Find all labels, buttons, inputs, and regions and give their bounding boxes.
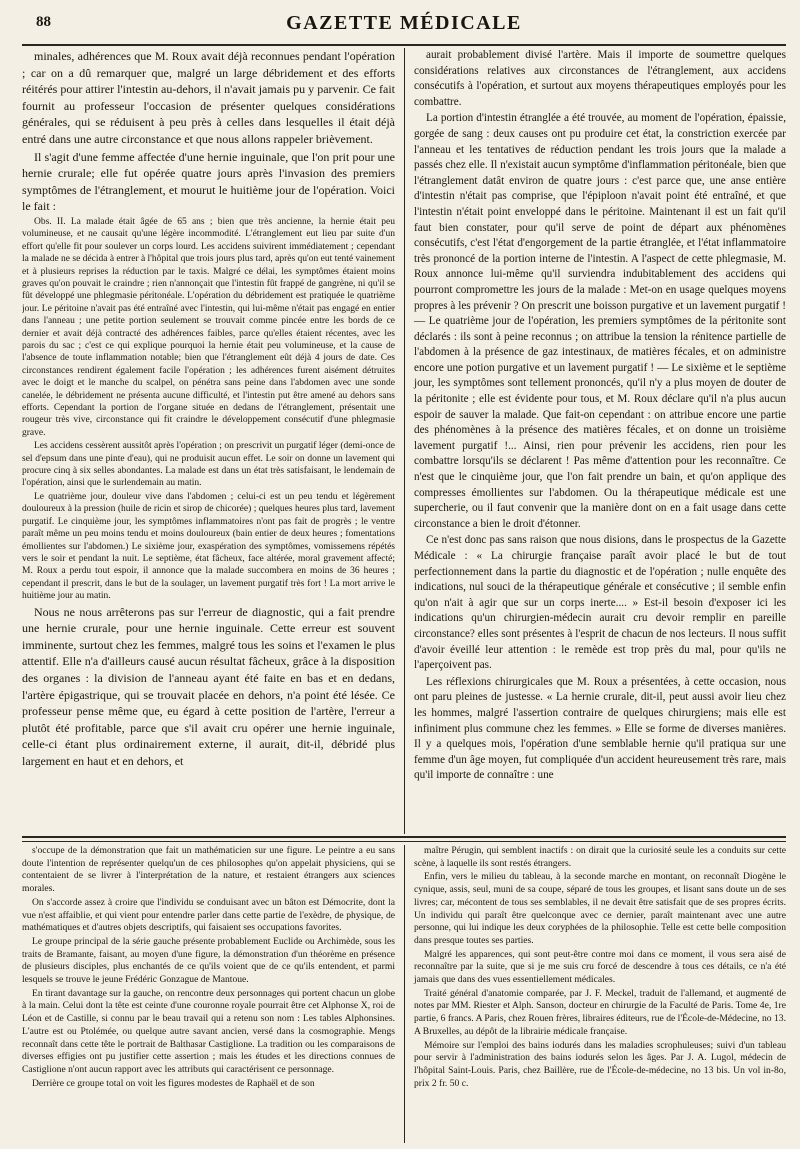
- section-divider: [22, 836, 786, 842]
- paragraph: En tirant davantage sur la gauche, on rencontre deux personnages qui portent chacun un globe à la main. Celui dont la tête est ceinte d'une couronne royale pourrait être cet Alphonse X, roi de Léon et de Castille, si connu par le beau travail qui a retenu son nom : Les tables Alphonsines. L'autre est ou Ptolémée, ou quelque autre savant ancien, versé dans la cosmographie. Mengs reconnaît dans cette tête le portrait de Balthasar Castiglione. La tradition ou les comparaisons de diverses effigies ont pu justifier cette assertion ; mais les études et les directions connues de Castiglione n'ont aucun rapport avec les attributs qui caractérisent ce personnage.: [22, 987, 395, 1075]
- paragraph: aurait probablement divisé l'artère. Mais il importe de soumettre quelques considérations relatives aux circonstances de l'étranglement, aux accidens consécutifs à l'opération, et surtout aux moyens thérapeutiques employés pour les combattre.: [414, 49, 786, 108]
- journal-title: GAZETTE MÉDICALE: [286, 12, 522, 34]
- paragraph: Traité général d'anatomie comparée, par J. F. Meckel, traduit de l'allemand, et augmenté de notes par MM. Riester et Alph. Sanson, docteur en chirurgie de la Faculté de Paris. Tome 4e, 1re partie, 6 francs. A Paris, chez Rouen frères, libraires éditeurs, rue de l'École-de-Médecine, no 13. A Bruxelles, au dépôt de la librairie médicale française.: [414, 987, 786, 1037]
- main-article: [22, 48, 786, 834]
- paragraph: minales, adhérences que M. Roux avait déjà reconnues pendant l'opération ; car on a dû remarquer que, malgré un large débridement et des efforts réitérés pour attirer l'intestin au-dehors, il n'avait jamais pu y parvenir. Ce fait fournit au professeur l'occasion de présenter quelques considérations générales, qui se réduisent à peu près à celles dans lesquelles il était déjà entré dans une autre circonstance et que nous allons rappeler brièvement.: [22, 49, 395, 146]
- paragraph: maître Pérugin, qui semblent inactifs : on dirait que la curiosité seule les a conduits sur cette scène, à laquelle ils sont restés étrangers.: [414, 845, 786, 869]
- paragraph: Derrière ce groupe total on voit les figures modestes de Raphaël et de son: [32, 1077, 315, 1089]
- paragraph: s'occupe de la démonstration que fait un mathématicien sur une figure. Le peintre a eu sans doute l'intention de représenter quelqu'un de ces philosophes qu'on appelait physiciens, qui se contentaient de se livrer à l'interprétation de la nature, et restaient étrangers aux sciences morales.: [22, 845, 395, 895]
- feuilleton-column-left: [22, 845, 404, 1143]
- page-header: [22, 8, 786, 46]
- paragraph: Mémoire sur l'emploi des bains iodurés dans les maladies scrophuleuses; suivi d'un tableau pour servir à l'administration des bains iodurés selon les âges. Par J. A. Lugol, médecin de l'hôpital Saint-Louis. Paris, chez Baillère, rue de l'École-de-médecine, no 13 bis. Un vol in-8o, prix 2 fr. 50 c.: [414, 1039, 786, 1089]
- paragraph: Obs. II. La malade était âgée de 65 ans ; bien que très ancienne, la hernie était peu volumineuse, et ne causait qu'une légère incommodité. L'étranglement eut lieu par suite d'un effort qu'elle fit pour soulever un corps lourd. Les accidens suivirent immédiatement ; cependant la malade ne se décida à entrer à l'hôpital que trois jours plus tard, après qu'on eut tenté vainement et à plusieurs reprises la réduction par le taxis. Malgré ce délai, les symptômes étaient moins graves qu'on pouvait le craindre ; rien n'annonçait que l'intestin fût frappé de gangrène, ni qu'il se fût développé une phlegmasie péritonéale. L'opération du débridement est pratiquée le quatrième jour. Le péritoine n'avait pas été entraîné avec l'intestin, qui lui-même n'était pas engagé en entier dans l'anneau ; une petite portion seulement se trouvait comme pincée entre les bords de ce dernier et avait déjà contracté des adhérences faibles, parce qu'elles étaient récentes, avec les parois du sac ; c'est ce qui explique pourquoi la hernie était peu volumineuse, et la cause de l'absence de toute inflammation notable; bien que l'étranglement eût déjà 4 jours de date. Ces circonstances rendirent également facile l'opération ; les adhérences furent aisément détruites avec le doigt et le manche du scalpel, on pénétra sans peine dans l'abdomen avec une sonde canelée, le débridement ne présenta aucune difficulté, et l'intestin put être amené au dehors sans efforts. Cependant la portion de l'organe située en dedans de l'étranglement, présentait une rougeur très vive, circonstance qui fit craindre le développement consécutif d'une phlegmasie grave.: [22, 216, 396, 438]
- paragraph: Le groupe principal de la série gauche présente probablement Euclide ou Archimède, sous les traits de Bramante, faisant, au moyen d'une figure, la démonstration d'un théorème en présence de plusieurs disciples, plus enchantés de ce qu'ils voient que de ce qu'ils entendent, et parmi lesquels se trouve le jeune Frédéric Gonzague de Mantoue.: [22, 935, 395, 986]
- paragraph: Le quatrième jour, douleur vive dans l'abdomen ; celui-ci est un peu tendu et légèrement douloureux à la pression (huile de ricin et sirop de chicorée) ; quelques heures plus tard, lavement purgatif. Le cinquième jour, les symptômes inflammatoires n'ont pas fait de progrès ; le ventre paraît même un peu moins tendu et moins douloureux (bain entier de deux heures ; fomentations émollientes sur l'abdomen.) Le sixième jour, exaspération des symptômes, vomissemens répétés vers le soir et pendant la nuit. Le septième, état fâcheux, face altérée, moral gravement affecté; M. Roux a perdu tout espoir, il annonce que la malade succombera en moins de 36 heures ; cependant il prescrit, dans le but de la soulager, un lavement purgatif très fort ! La mort arrive le huitième jour au matin.: [22, 491, 395, 602]
- paragraph: Malgré les apparences, qui sont peut-être contre moi dans ce moment, il vous sera aisé de reconnaître par la suite, que si je me suis cru forcé de descendre à tous ces détails, ce n'a été jamais que dans des vues essentiellement médicales.: [414, 948, 786, 986]
- article-column-right: [404, 48, 786, 834]
- article-column-left: [22, 48, 404, 834]
- paragraph: Les accidens cessèrent aussitôt après l'opération ; on prescrivit un purgatif léger (demi-once de sel d'epsum dans une pinte d'eau), qui ne produisit aucun effet. Le soir on donne un lavement qui procure cinq à six selles abondantes. La malade est dans un état très satisfaisant, le lendemain de l'opération, ainsi que le surlendemain au matin.: [22, 441, 395, 489]
- paragraph: Ce n'est donc pas sans raison que nous disions, dans le prospectus de la Gazette Médicale : « La chirurgie française paraît avoir placé le but de tout perfectionnement dans la partie du diagnostic et de l'opération ; nulle enquête des indications, nul souci de la thérapeutique générale et consécutive ; il semble enfin qu'on n'ait à agir que sur un corps inerte.... » Est-il besoin d'exposer ici les indications qu'un chirurgien-médecin aurait cru devoir remplir en pareille circonstance? elles sont présentes à l'esprit de chacun de nos lecteurs. Il nous suffit d'avoir éveillé leur attention : le remède est trop près du mal, pour qu'ils ne l'aperçoivent pas.: [414, 534, 786, 672]
- page-number: 88: [36, 14, 51, 30]
- paragraph: Enfin, vers le milieu du tableau, à la seconde marche en montant, on reconnaît Diogène le cynique, assis, seul, muni de sa coupe, séparé de tous les groupes, et lisant sans doute un de ses livres; car, mécontent de tous ses semblables, il ne devait être satisfait que de ses propres écrits. Un individu qui paraît être quelconque avec ce dernier, paraît maintenant avec une autre personne, qui lui indique les deux coryphées de la philosophie. Telle est cette belle composition dans presque toutes ses parties.: [414, 871, 786, 946]
- paragraph: Les réflexions chirurgicales que M. Roux a présentées, à cette occasion, nous ont paru pleines de justesse. « La hernie crurale, dit-il, peut aussi avoir lieu chez les hommes, malgré l'assertion contraire de quelques chirurgiens; mais elle est infiniment plus commune chez les femmes. » Elle se forme de diverses manières. Il y a quelques mois, l'opération d'une semblable hernie qu'il pratiqua sur une femme d'un âge moyen, fut compliquée d'un accident heureusement très rare, mais qu'il importe de connaître : une: [414, 675, 786, 782]
- paragraph: La portion d'intestin étranglée a été trouvée, au moment de l'opération, épaissie, gorgée de sang : deux causes ont pu produire cet état, la constriction exercée par l'anneau et les tentatives de réduction pendant les trois jours que la malade a passés chez elle. Il n'existait aucun symptôme d'inflammation péritonéale, bien que l'étranglement datât environ de quatre jours : c'est parce que, une anse entière d'intestin n'était pas comprise, que l'épiploon n'avait point été entraîné, et que l'intestin n'était point enveloppé dans le péritoine. Maintenant il est un fait qu'il faut bien constater, pour qu'il serve de point de départ aux phénomènes consécutifs, c'est l'état d'engorgement de la partie étranglée, et l'état inflammatoire très prononcé de la portion interne de l'intestin. A l'aspect de cette phlegmasie, M. Roux annonce lui-même qu'il surviendra indubitablement des accidens qui pourront compromettre les jours de la malade : Met-on en usage quelques moyens propres à les prévenir ? On prescrit une boisson purgative et un lavement purgatif ! — Le quatrième jour de l'opération, les premiers symptômes de la péritonite sont déclarés : ils sont à peine reconnus ; on attribue la tension la rénitence partielle de l'abdomen à la présence de gaz intestinaux, de matières fécales, et on administre encore une potion purgative et un lavement purgatif ! — Le sixième et le septième jour, les symptômes sont tellement prononcés, qu'il n'y a plus moyen de douter de la péritonite ; elle est évidente pour tous, et M. Roux déclare qu'il n'a plus aucun espoir de sauver la malade. Que fait-on cependant : on attribue encore une partie des phénomènes à la présence des matières fécales, et on donne un troisième lavement purgatif !... Ainsi, rien pour prévenir les accidens, rien pour les combattre lorsqu'ils se déclarent ! Pas même d'attention pour les reconnaître. Ce n'est que le cinquième jour, que l'on fait prendre un bain, et qu'on applique des compresses émollientes sur l'abdomen. Ou la thérapeutique médicale est une supercherie, ou il faut convenir que la manière dont on en a fait usage dans cette circonstance a bien le droit d'étonner.: [414, 112, 786, 530]
- feuilleton-column-right: [404, 845, 786, 1143]
- paragraph: On s'accorde assez à croire que l'individu se conduisant avec un bâton est Démocrite, dont la vue n'est affaiblie, et qui vient pour entendre parler dans cette partie de l'exèdre, de physique, de mathématiques et d'autres objets descriptifs, qui faisaient ses occupations favorites.: [22, 896, 395, 934]
- paragraph: Il s'agit d'une femme affectée d'une hernie inguinale, que l'on prit pour une hernie crurale; elle fut opérée quatre jours après l'invasion des premiers symptômes de l'étranglement, et mourut le huitième jour de l'opération. Voici le fait :: [22, 149, 395, 214]
- paragraph: Nous ne nous arrêterons pas sur l'erreur de diagnostic, qui a fait prendre une hernie crurale, pour une hernie inguinale. Cette erreur est souvent imminente, surtout chez les femmes, malgré tous les soins et l'examen le plus attentif. Elle n'a d'ailleurs causé aucun résultat fâcheux, grâce à la disposition des organes : la division de l'anneau ayant été faite en bas et en dedans, l'artère épigastrique, qui se trouvait placée en dehors, n'a point été lésée. Ce professeur pense même que, eu égard à cette position de l'artère, l'erreur a plutôt été profitable, parce que s'il avait cru opérer une hernie inguinale, celle-ci étant plus ordinairement externe, il aurait, dit-il, débridé plus largement en haut et en dehors, et: [22, 604, 395, 768]
- feuilleton-section: [22, 845, 786, 1143]
